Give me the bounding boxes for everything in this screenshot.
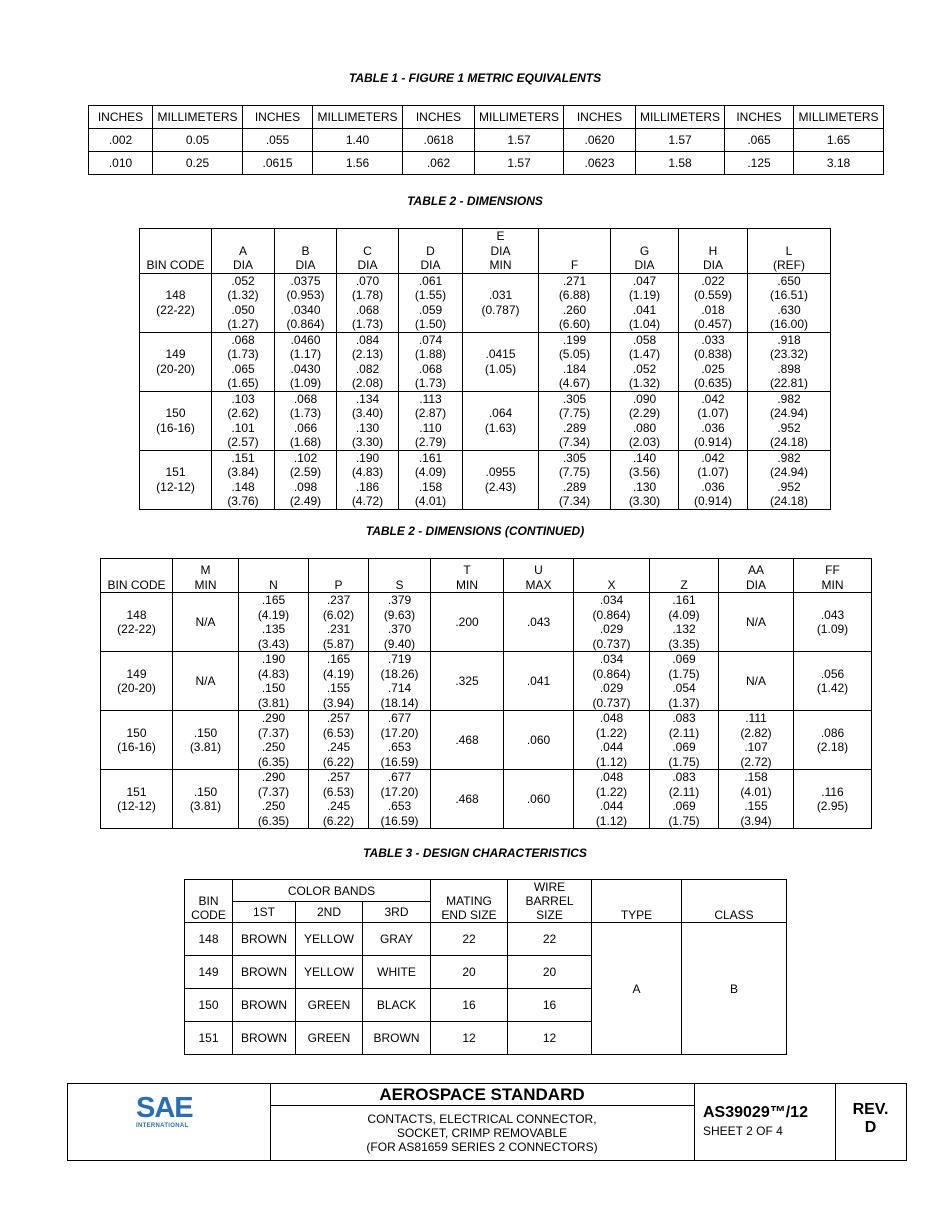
column-header: A DIA (212, 229, 275, 274)
dimension-cell: .064 (1.63) (463, 391, 539, 450)
dimension-cell: .113 (2.87) .110 (2.79) (399, 391, 463, 450)
dimension-cell: .290 (7.37) .250 (6.35) (239, 770, 309, 829)
table-cell: 1.65 (794, 129, 884, 152)
dimension-cell: .650 (16.51) .630 (16.00) (748, 273, 831, 332)
dimension-cell: .0375 (0.953) .0340 (0.864) (275, 273, 337, 332)
dimension-cell: .043 (1.09) (794, 593, 872, 652)
table-cell: 0.05 (153, 129, 243, 152)
dimension-cell: .041 (504, 652, 574, 711)
band-1st-header: 1ST (233, 902, 296, 923)
table-row (140, 332, 831, 391)
dimension-cell: .150 (3.81) (173, 770, 239, 829)
table-cell: 150 (185, 989, 233, 1022)
band-2nd-header: 2ND (296, 902, 363, 923)
column-header: X (574, 559, 650, 593)
table-cell: .125 (725, 152, 794, 175)
column-header: G DIA (611, 229, 679, 274)
sheet-number: SHEET 2 OF 4 (703, 1124, 783, 1138)
bin-code-cell: 150 (16-16) (101, 711, 173, 770)
table-cell: 20 (508, 956, 592, 989)
dimension-cell: .325 (431, 652, 504, 711)
dimension-cell: .677 (17.20) .653 (16.59) (369, 770, 431, 829)
dimension-cell: .083 (2.11) .069 (1.75) (650, 711, 719, 770)
standard-description: CONTACTS, ELECTRICAL CONNECTOR, SOCKET, CRIMP REMOVABLE (FOR AS81659 SERIES 2 CONNECTORS) (366, 1112, 598, 1154)
bin-code-cell: 151 (12-12) (101, 770, 173, 829)
table-cell: 22 (431, 923, 508, 956)
table-row (185, 923, 787, 956)
standard-title: AEROSPACE STANDARD (270, 1084, 694, 1106)
dimension-cell: .034 (0.864) .029 (0.737) (574, 593, 650, 652)
class-header: CLASS (682, 880, 787, 923)
column-header: MILLIMETERS (636, 106, 725, 129)
column-header: BIN CODE (140, 229, 212, 274)
table1-title: TABLE 1 - FIGURE 1 METRIC EQUIVALENTS (348, 71, 602, 85)
table-header-row (89, 106, 884, 129)
dimension-cell: .150 (3.81) (173, 711, 239, 770)
dimension-cell: .982 (24.94) .952 (24.18) (748, 450, 831, 509)
dimension-cell: .165 (4.19) .135 (3.43) (239, 593, 309, 652)
dimension-cell: .060 (504, 770, 574, 829)
column-header: L (REF) (748, 229, 831, 274)
table-cell: 12 (431, 1022, 508, 1055)
table-row (89, 152, 884, 175)
dimension-cell: .111 (2.82) .107 (2.72) (719, 711, 794, 770)
table-row (101, 652, 872, 711)
column-header: Z (650, 559, 719, 593)
dimension-cell: .982 (24.94) .952 (24.18) (748, 391, 831, 450)
color-bands-header: COLOR BANDS (233, 880, 431, 902)
metric-equivalents-table (88, 105, 884, 175)
table-cell: YELLOW (296, 956, 363, 989)
table-cell: GREEN (296, 1022, 363, 1055)
column-header: T MIN (431, 559, 504, 593)
column-header: S (369, 559, 431, 593)
table-cell: 1.57 (636, 129, 725, 152)
standard-cell (270, 1084, 695, 1160)
table-cell: 3.18 (794, 152, 884, 175)
column-header: INCHES (403, 106, 475, 129)
dimension-cell: .048 (1.22) .044 (1.12) (574, 770, 650, 829)
table2-title: TABLE 2 - DIMENSIONS (407, 194, 543, 208)
bin-code-cell: 149 (20-20) (101, 652, 173, 711)
dimension-cell: .161 (4.09) .158 (4.01) (399, 450, 463, 509)
table-cell: 1.57 (475, 152, 564, 175)
dimension-cell: .199 (5.05) .184 (4.67) (539, 332, 611, 391)
table-cell: 148 (185, 923, 233, 956)
table-cell: .065 (725, 129, 794, 152)
dimension-cell: .158 (4.01) .155 (3.94) (719, 770, 794, 829)
column-header: N (239, 559, 309, 593)
table-row (101, 593, 872, 652)
bin-code-header: BIN CODE (185, 880, 233, 923)
dimension-cell: .103 (2.62) .101 (2.57) (212, 391, 275, 450)
table-cell: YELLOW (296, 923, 363, 956)
table-row (140, 273, 831, 332)
dimension-cell: N/A (173, 593, 239, 652)
dimension-cell: .048 (1.22) .044 (1.12) (574, 711, 650, 770)
table-cell: .010 (89, 152, 153, 175)
column-header: INCHES (243, 106, 313, 129)
dimension-cell: .257 (6.53) .245 (6.22) (309, 770, 369, 829)
column-header: E DIA MIN (463, 229, 539, 274)
column-header: M MIN (173, 559, 239, 593)
dimension-cell: .068 (1.73) .066 (1.68) (275, 391, 337, 450)
dimension-cell: .031 (0.787) (463, 273, 539, 332)
dimension-cell: .034 (0.864) .029 (0.737) (574, 652, 650, 711)
column-header: FF MIN (794, 559, 872, 593)
table-cell: 22 (508, 923, 592, 956)
dimension-cell: .086 (2.18) (794, 711, 872, 770)
dimension-cell: .677 (17.20) .653 (16.59) (369, 711, 431, 770)
table3-title: TABLE 3 - DESIGN CHARACTERISTICS (363, 846, 587, 860)
dimension-cell: .090 (2.29) .080 (2.03) (611, 391, 679, 450)
type-header: TYPE (592, 880, 682, 923)
dimension-cell: .257 (6.53) .245 (6.22) (309, 711, 369, 770)
bin-code-cell: 150 (16-16) (140, 391, 212, 450)
dimension-cell: .033 (0.838) .025 (0.635) (679, 332, 748, 391)
dimension-cell: .074 (1.88) .068 (1.73) (399, 332, 463, 391)
column-header: U MAX (504, 559, 574, 593)
table-header-row (140, 229, 831, 274)
table-cell: 0.25 (153, 152, 243, 175)
dimension-cell: .379 (9.63) .370 (9.40) (369, 593, 431, 652)
table-cell: BROWN (233, 923, 296, 956)
document-number: AS39029™/12 (703, 1104, 808, 1121)
dimension-cell: .140 (3.56) .130 (3.30) (611, 450, 679, 509)
dimension-cell: N/A (719, 652, 794, 711)
table-row (89, 129, 884, 152)
table-row (101, 711, 872, 770)
band-3rd-header: 3RD (363, 902, 431, 923)
dimension-cell: .052 (1.32) .050 (1.27) (212, 273, 275, 332)
title-block (67, 1083, 907, 1161)
dimension-cell: .061 (1.55) .059 (1.50) (399, 273, 463, 332)
dimension-cell: .047 (1.19) .041 (1.04) (611, 273, 679, 332)
table-cell: 1.57 (475, 129, 564, 152)
column-header: MILLIMETERS (794, 106, 884, 129)
dimension-cell: .084 (2.13) .082 (2.08) (337, 332, 399, 391)
dimension-cell: .918 (23.32) .898 (22.81) (748, 332, 831, 391)
column-header: MILLIMETERS (313, 106, 403, 129)
bin-code-cell: 151 (12-12) (140, 450, 212, 509)
table-cell: .002 (89, 129, 153, 152)
column-header: F (539, 229, 611, 274)
table-cell: 12 (508, 1022, 592, 1055)
revision-cell (835, 1084, 906, 1160)
table-cell: 149 (185, 956, 233, 989)
revision-label: REV. (852, 1101, 889, 1118)
table-cell: .0615 (243, 152, 313, 175)
dimension-cell: .151 (3.84) .148 (3.76) (212, 450, 275, 509)
dimension-cell: .043 (504, 593, 574, 652)
sae-logo: SAE INTERNATIONAL (136, 1092, 193, 1129)
table-cell: .0623 (564, 152, 636, 175)
class-value: B (682, 923, 787, 1055)
table-row (140, 391, 831, 450)
dimension-cell: .0955 (2.43) (463, 450, 539, 509)
dimension-cell: .0460 (1.17) .0430 (1.09) (275, 332, 337, 391)
dimension-cell: .056 (1.42) (794, 652, 872, 711)
dimension-cell: .070 (1.78) .068 (1.73) (337, 273, 399, 332)
table-cell: 151 (185, 1022, 233, 1055)
bin-code-cell: 148 (22-22) (101, 593, 173, 652)
table-cell: .0620 (564, 129, 636, 152)
dimension-cell: .069 (1.75) .054 (1.37) (650, 652, 719, 711)
dimension-cell: .200 (431, 593, 504, 652)
dimension-cell: .271 (6.88) .260 (6.60) (539, 273, 611, 332)
type-value: A (592, 923, 682, 1055)
dimension-cell: .060 (504, 711, 574, 770)
table-cell: GRAY (363, 923, 431, 956)
dimension-cell: .042 (1.07) .036 (0.914) (679, 450, 748, 509)
revision-value: D (864, 1119, 877, 1136)
table-cell: BROWN (233, 989, 296, 1022)
dimension-cell: .058 (1.47) .052 (1.32) (611, 332, 679, 391)
table-cell: BROWN (363, 1022, 431, 1055)
dimension-cell: .0415 (1.05) (463, 332, 539, 391)
dimension-cell: .190 (4.83) .186 (4.72) (337, 450, 399, 509)
column-header: MILLIMETERS (475, 106, 564, 129)
dimension-cell: .022 (0.559) .018 (0.457) (679, 273, 748, 332)
column-header: H DIA (679, 229, 748, 274)
column-header: P (309, 559, 369, 593)
dimension-cell: .190 (4.83) .150 (3.81) (239, 652, 309, 711)
table-cell: 1.40 (313, 129, 403, 152)
table-cell: .0618 (403, 129, 475, 152)
logo-cell (68, 1084, 271, 1160)
bin-code-cell: 148 (22-22) (140, 273, 212, 332)
table-cell: GREEN (296, 989, 363, 1022)
column-header: D DIA (399, 229, 463, 274)
dimension-cell: N/A (719, 593, 794, 652)
column-header: BIN CODE (101, 559, 173, 593)
table-cell: .062 (403, 152, 475, 175)
bin-code-cell: 149 (20-20) (140, 332, 212, 391)
table-cell: 20 (431, 956, 508, 989)
design-characteristics-table (184, 879, 787, 1055)
dimension-cell: .165 (4.19) .155 (3.94) (309, 652, 369, 711)
dimensions-continued-table (100, 558, 872, 829)
dimension-cell: N/A (173, 652, 239, 711)
table-header-row (101, 559, 872, 593)
table-cell: BROWN (233, 1022, 296, 1055)
dimension-cell: .042 (1.07) .036 (0.914) (679, 391, 748, 450)
wire-barrel-size-header: WIRE BARREL SIZE (508, 880, 592, 923)
dimensions-table (139, 228, 831, 510)
dimension-cell: .290 (7.37) .250 (6.35) (239, 711, 309, 770)
column-header: INCHES (89, 106, 153, 129)
dimension-cell: .161 (4.09) .132 (3.35) (650, 593, 719, 652)
table-row (140, 450, 831, 509)
column-header: MILLIMETERS (153, 106, 243, 129)
table-cell: 1.56 (313, 152, 403, 175)
dimension-cell: .237 (6.02) .231 (5.87) (309, 593, 369, 652)
dimension-cell: .102 (2.59) .098 (2.49) (275, 450, 337, 509)
table2c-title: TABLE 2 - DIMENSIONS (CONTINUED) (365, 524, 585, 538)
column-header: AA DIA (719, 559, 794, 593)
dimension-cell: .068 (1.73) .065 (1.65) (212, 332, 275, 391)
table-cell: 16 (508, 989, 592, 1022)
table-cell: WHITE (363, 956, 431, 989)
table-cell: 16 (431, 989, 508, 1022)
dimension-cell: .719 (18.26) .714 (18.14) (369, 652, 431, 711)
column-header: INCHES (725, 106, 794, 129)
column-header: INCHES (564, 106, 636, 129)
table-cell: 1.58 (636, 152, 725, 175)
table-cell: BROWN (233, 956, 296, 989)
table-row (101, 770, 872, 829)
dimension-cell: .305 (7.75) .289 (7.34) (539, 391, 611, 450)
column-header: C DIA (337, 229, 399, 274)
dimension-cell: .468 (431, 770, 504, 829)
dimension-cell: .134 (3.40) .130 (3.30) (337, 391, 399, 450)
column-header: B DIA (275, 229, 337, 274)
dimension-cell: .468 (431, 711, 504, 770)
mating-end-size-header: MATING END SIZE (431, 880, 508, 923)
dimension-cell: .116 (2.95) (794, 770, 872, 829)
document-number-cell (694, 1084, 836, 1160)
dimension-cell: .083 (2.11) .069 (1.75) (650, 770, 719, 829)
dimension-cell: .305 (7.75) .289 (7.34) (539, 450, 611, 509)
table-cell: BLACK (363, 989, 431, 1022)
table-cell: .055 (243, 129, 313, 152)
